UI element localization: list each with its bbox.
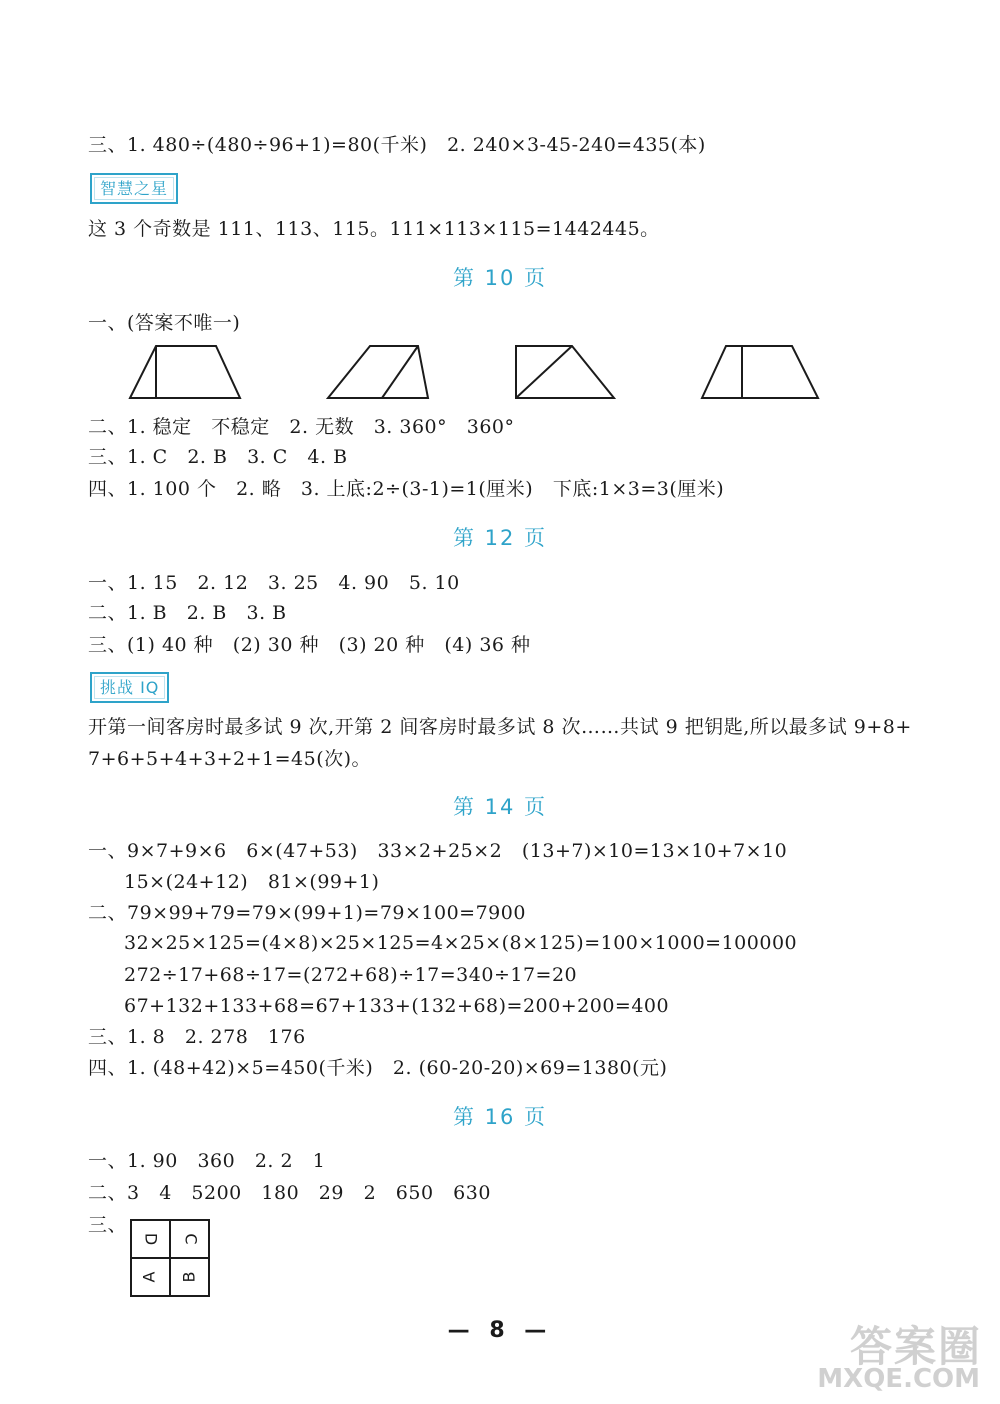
answer-line: 一、1. 90 360 2. 2 1 (88, 1150, 326, 1172)
answer-line: 四、1. 100 个 2. 略 3. 上底:2÷(3-1)=1(厘米) 下底:1×3=3(厘米) (88, 478, 725, 500)
answer-line: 三、1. 480÷(480÷96+1)=80(千米) 2. 240×3-45-240=435(本) (88, 134, 706, 156)
answer-line: 一、(答案不唯一) (88, 312, 241, 334)
answer-line: 一、9×7+9×6 6×(47+53) 33×2+25×2 (13+7)×10=13×10+7×10 (88, 840, 788, 862)
page-heading: 第 10 页 (452, 266, 548, 290)
watermark-text: 答案圈 (849, 1322, 982, 1371)
section-tag-challenge-iq: 挑战 IQ (90, 672, 169, 703)
answer-line: 二、3 4 5200 180 29 2 650 630 (88, 1182, 491, 1204)
answer-line: 67+132+133+68=67+133+(132+68)=200+200=400 (124, 995, 670, 1017)
grid-cell-bottom-left: A (139, 1271, 159, 1283)
answer-line: 7+6+5+4+3+2+1=45(次)。 (88, 748, 372, 770)
grid-cell-bottom-right: B (179, 1271, 199, 1283)
page-heading: 第 14 页 (452, 795, 548, 819)
answer-line: 三、(1) 40 种 (2) 30 种 (3) 20 种 (4) 36 种 (88, 634, 531, 656)
answer-line: 一、1. 15 2. 12 3. 25 4. 90 5. 10 (88, 572, 460, 594)
answer-line: 二、1. B 2. B 3. B (88, 602, 287, 624)
section-tag-wisdom-star: 智慧之星 (90, 173, 178, 204)
page-heading: 第 16 页 (452, 1105, 548, 1129)
answer-line: 三、1. 8 2. 278 176 (88, 1026, 306, 1048)
answer-line: 二、79×99+79=79×(99+1)=79×100=7900 (88, 902, 526, 924)
page-number: — 8 — (447, 1318, 553, 1343)
answer-line: 三、 (88, 1214, 128, 1236)
answer-line: 15×(24+12) 81×(99+1) (124, 871, 380, 893)
grid-cell-top-right: C (181, 1233, 201, 1245)
watermark-logo (762, 1314, 992, 1394)
answer-grid (118, 1210, 218, 1302)
answer-line: 开第一间客房时最多试 9 次,开第 2 间客房时最多试 8 次……共试 9 把钥匙,所以最多试 9+8+ (88, 716, 912, 738)
trapezoid-figures (120, 338, 840, 408)
grid-cell-top-left: D (141, 1232, 161, 1246)
divider-line (382, 346, 418, 398)
watermark-url: MXQE.COM (817, 1364, 980, 1394)
divider-line (516, 346, 572, 398)
answer-line: 32×25×125=(4×8)×25×125=4×25×(8×125)=100×1000=100000 (124, 932, 798, 954)
trapezoid-shape (130, 346, 240, 398)
answer-line: 四、1. (48+42)×5=450(千米) 2. (60-20-20)×69=1380(元) (88, 1057, 668, 1079)
answer-line: 三、1. C 2. B 3. C 4. B (88, 446, 348, 468)
trapezoid-shape (702, 346, 818, 398)
answer-line: 这 3 个奇数是 111、113、115。111×113×115=1442445。 (88, 218, 660, 240)
answer-line: 272÷17+68÷17=(272+68)÷17=340÷17=20 (124, 964, 578, 986)
page-heading: 第 12 页 (452, 526, 548, 550)
answer-line: 二、1. 稳定 不稳定 2. 无数 3. 360° 360° (88, 416, 515, 438)
